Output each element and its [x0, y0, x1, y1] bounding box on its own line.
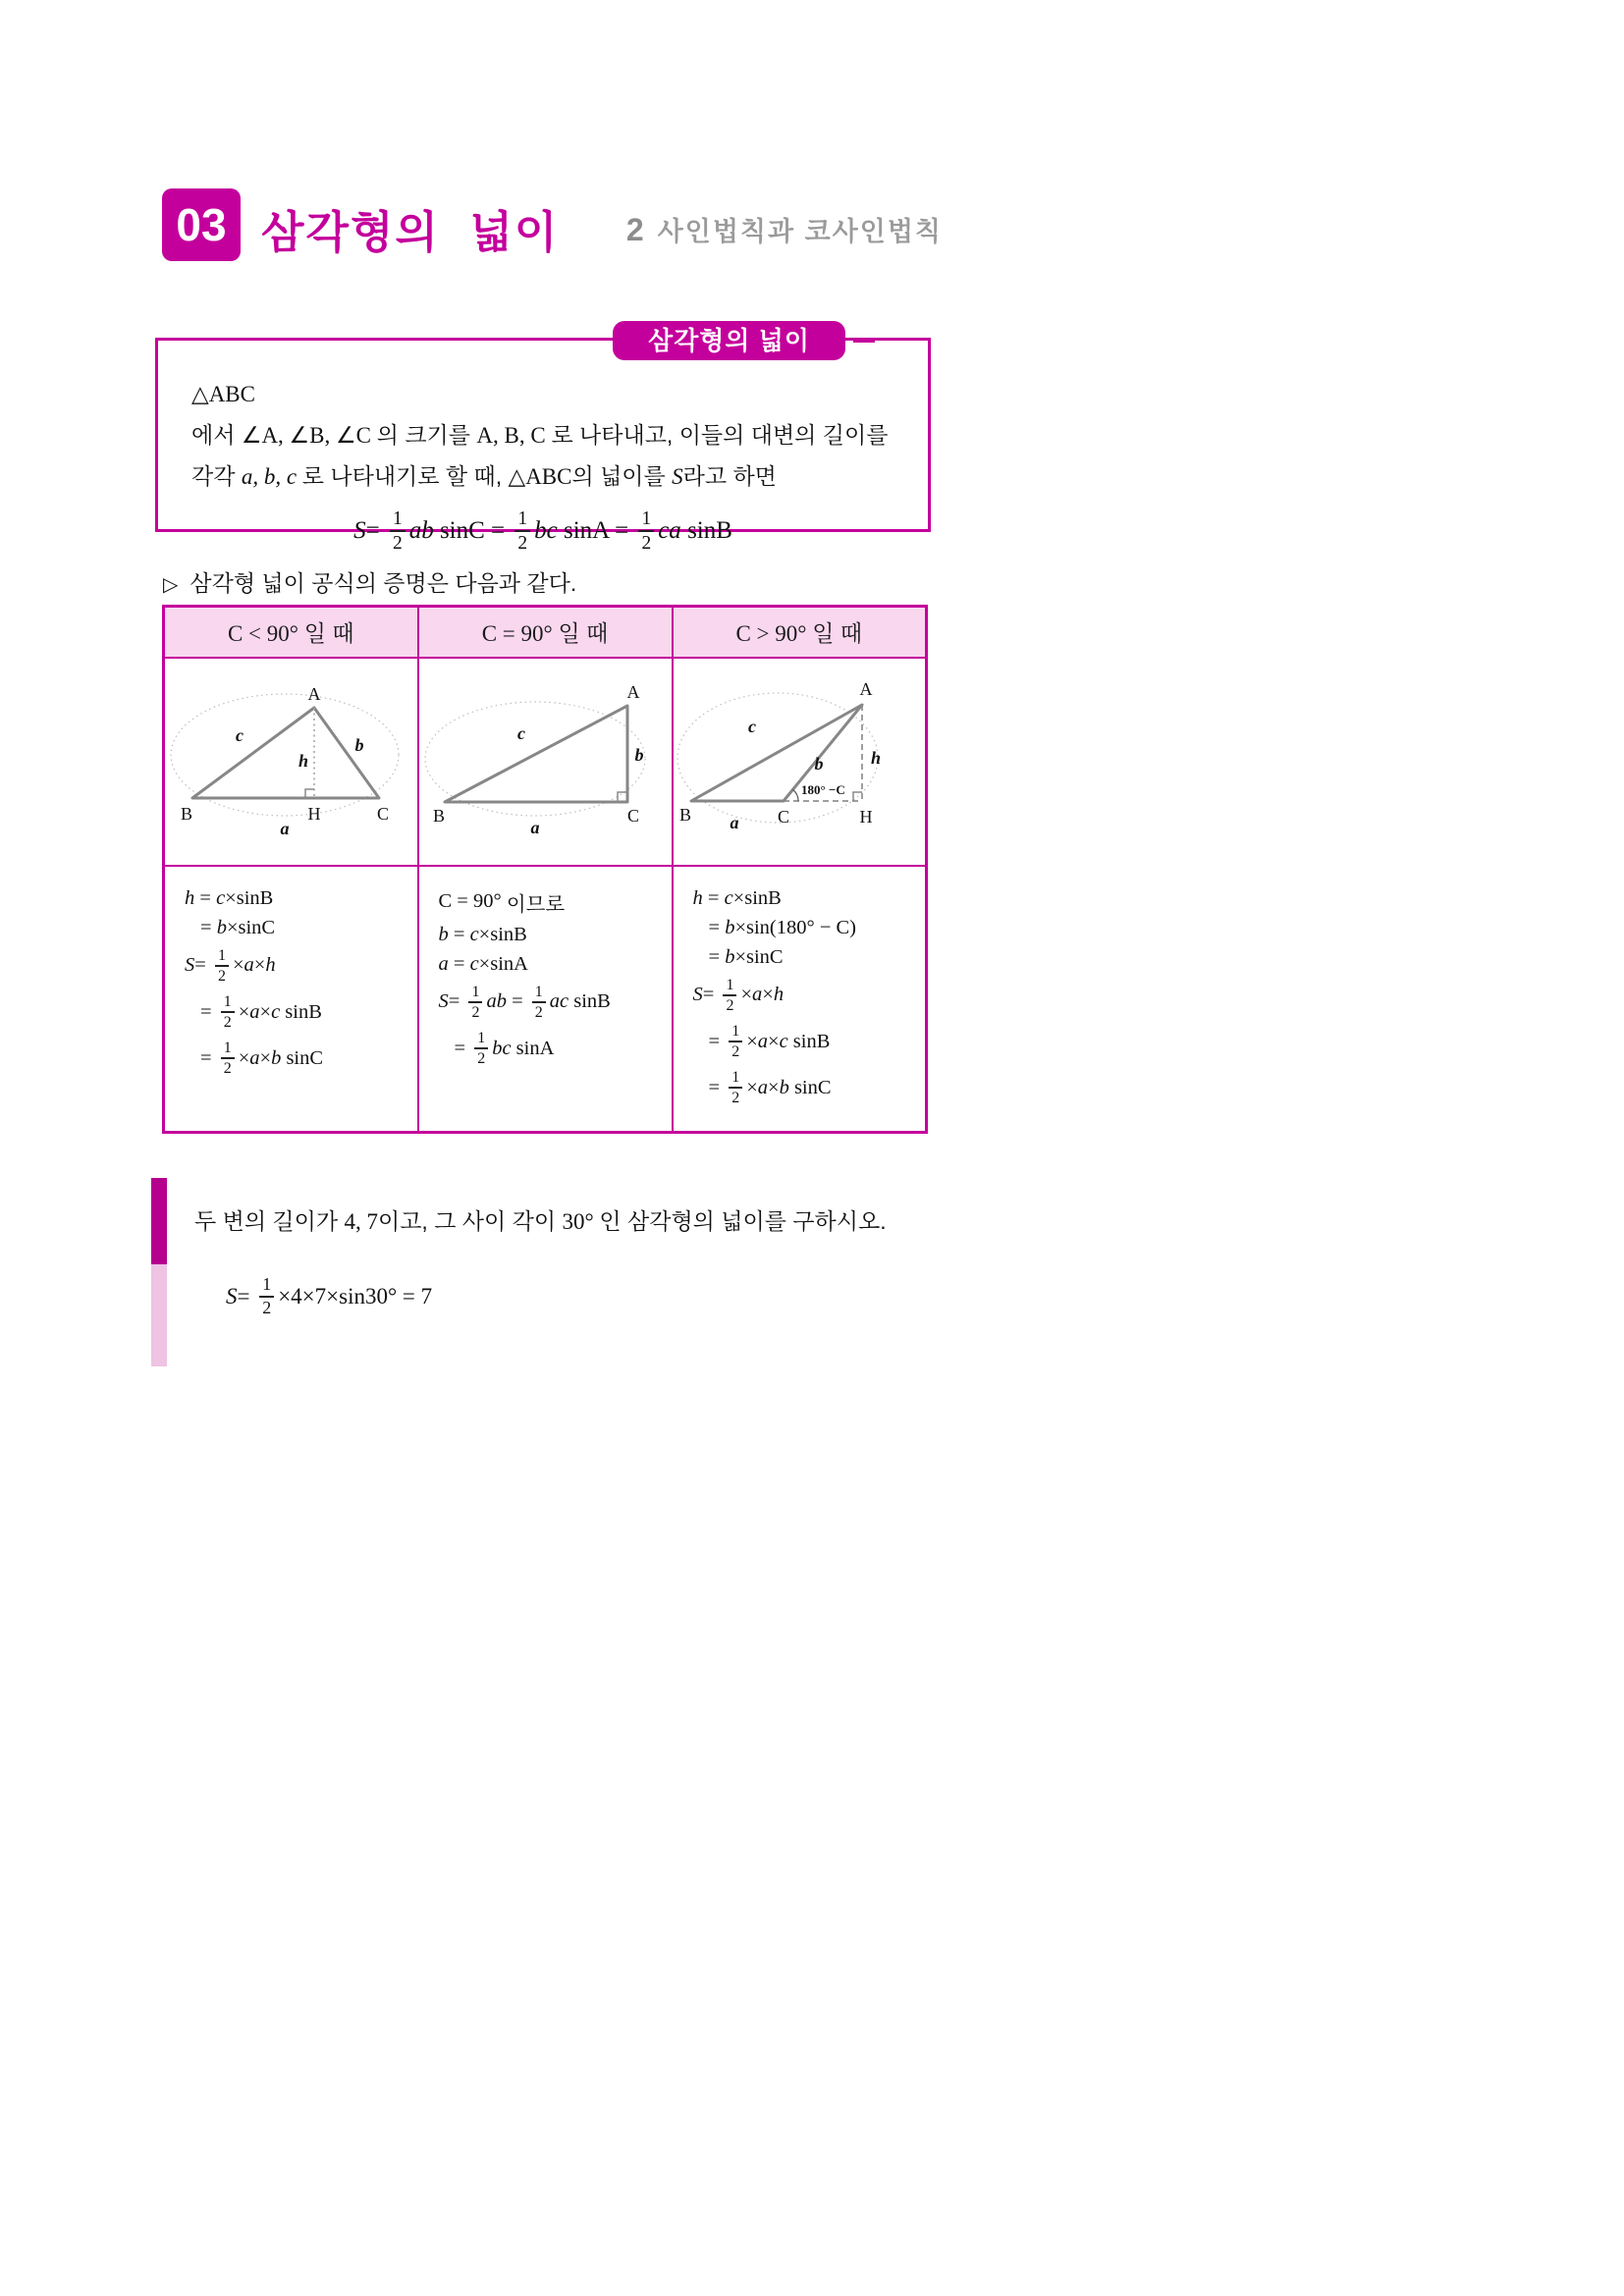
proof-cell-acute — [164, 866, 418, 1133]
proof-intro — [163, 565, 576, 598]
definition-badge-label: 삼각형의 넓이 — [648, 326, 810, 355]
side-label-c: c — [747, 717, 756, 736]
triangle-bullet-icon: ▷ — [163, 574, 179, 596]
chapter-heading — [589, 210, 943, 248]
side-label-b: b — [634, 745, 644, 765]
diagram-cell-obtuse — [673, 658, 927, 866]
proof-intro-text: 삼각형 넓이 공식의 증명은 다음과 같다. — [189, 570, 577, 596]
sketch-ellipse — [425, 702, 645, 816]
foot-label-h: H — [859, 807, 873, 827]
formula-line: = $\frac{1}{2}$ × a × c sinB — [708, 1022, 831, 1061]
fraction: $\frac{1}{2}$ — [221, 992, 235, 1032]
vertex-label-a: A — [859, 679, 873, 699]
proof-cell-right — [418, 866, 673, 1133]
formula-line: = b ×sinC — [708, 945, 784, 968]
vertex-label-a: A — [307, 684, 321, 704]
case-header-acute: C < 90° 일 때 — [164, 607, 418, 658]
definition-text-line2: 각각 a, b, c 로 나타내기로 할 때, △ABC의 넓이를 S라고 하면 — [191, 462, 777, 489]
fraction: $\frac{1}{2}$ — [638, 507, 654, 556]
vertex-label-c: C — [626, 806, 640, 826]
proof-table — [162, 605, 928, 1134]
foot-label-h: H — [307, 804, 321, 824]
angle-label: 180° −C — [800, 782, 845, 797]
fraction: $\frac{1}{2}$ — [221, 1039, 235, 1078]
proof-row — [164, 866, 927, 1133]
fraction: $\frac{1}{2}$ — [468, 983, 482, 1022]
fraction: $\frac{1}{2}$ — [215, 946, 229, 986]
proof-cell-obtuse — [673, 866, 927, 1133]
diagram-row — [164, 658, 927, 866]
formula-line: S = $\frac{1}{2}$ × a × h — [185, 946, 276, 985]
formula-line: S = $\frac{1}{2}$ ab = $\frac{1}{2}$ ac sinB — [438, 983, 611, 1021]
case-header-right: C = 90° 일 때 — [418, 607, 673, 658]
height-label-h: h — [298, 751, 309, 771]
side-label-a: a — [730, 813, 739, 832]
diagram-cell-right — [418, 658, 673, 866]
acute-triangle-diagram — [165, 676, 416, 841]
fraction: $\frac{1}{2}$ — [729, 1068, 742, 1107]
side-label-b: b — [814, 754, 824, 774]
formula-line: = $\frac{1}{2}$ × a × c sinB — [200, 992, 322, 1032]
problem-marker-bar — [151, 1178, 167, 1264]
lesson-number-badge: 03 — [162, 188, 241, 261]
formula-line: = $\frac{1}{2}$ × a × b sinC — [200, 1040, 324, 1078]
formula-line: S = $\frac{1}{2}$ × a × h — [692, 976, 785, 1014]
triangle-outline — [192, 708, 379, 798]
height-label-h: h — [870, 748, 881, 768]
fraction: $\frac{1}{2}$ — [723, 976, 736, 1015]
vertex-label-b: B — [432, 806, 446, 826]
problem-text: 두 변의 길이가 4, 7이고, 그 사이 각이 30° 인 삼각형의 넓이를 구하시오. — [194, 1208, 887, 1234]
formula-line: = $\frac{1}{2}$ × a × b sinC — [708, 1069, 832, 1107]
vertex-label-c: C — [377, 804, 390, 824]
definition-badge — [613, 321, 845, 360]
case-header-obtuse: C > 90° 일 때 — [673, 607, 927, 658]
table-header-row — [164, 607, 927, 658]
formula-line: b = c ×sinB — [438, 923, 527, 945]
obtuse-triangle-diagram — [674, 673, 925, 844]
angle-arc — [792, 789, 798, 801]
diagram-cell-acute — [164, 658, 418, 866]
formula-line: = b ×sin(180° − C) — [708, 916, 857, 938]
side-label-c: c — [236, 725, 244, 745]
right-triangle-diagram — [419, 676, 671, 841]
formula-line: h = c ×sinB — [692, 886, 782, 909]
triangle-outline — [445, 706, 627, 802]
badge-tail-line — [853, 338, 875, 343]
fraction: $\frac{1}{2}$ — [514, 507, 530, 556]
vertex-label-b: B — [678, 805, 691, 825]
side-label-c: c — [517, 723, 525, 743]
formula-line: = b ×sinC — [200, 916, 276, 938]
vertex-label-a: A — [626, 682, 640, 702]
formula-line: C = 90° 이므로 — [438, 890, 566, 916]
fraction: $\frac{1}{2}$ — [259, 1274, 274, 1318]
side-label-b: b — [354, 735, 364, 755]
fraction: $\frac{1}{2}$ — [532, 983, 546, 1022]
fraction: $\frac{1}{2}$ — [729, 1022, 742, 1061]
vertex-label-b: B — [181, 804, 193, 824]
chapter-number: 2 — [625, 212, 644, 247]
formula-line: h = c ×sinB — [185, 886, 274, 909]
area-formula: S= $\frac{1}{2}$ ab sinC = $\frac{1}{2}$ bc sinA = $\frac{1}{2}$ ca sinB — [353, 507, 732, 555]
solution-marker-bar — [151, 1264, 167, 1366]
fraction: $\frac{1}{2}$ — [390, 507, 406, 556]
formula-line: = $\frac{1}{2}$ bc sinA — [454, 1029, 555, 1068]
solution-formula: S = $\frac{1}{2}$ ×4×7×sin30° = 7 — [226, 1274, 433, 1317]
side-label-a: a — [530, 818, 540, 837]
chapter-title: 사인법칙과 코사인법칙 — [657, 217, 943, 246]
vertex-label-c: C — [777, 807, 789, 827]
formula-line: a = c ×sinA — [438, 952, 528, 975]
definition-text-line1: △ABC에서 ∠A, ∠B, ∠C 의 크기를 A, B, C 로 나타내고, 이들의 대변의 길이를 — [191, 382, 889, 448]
side-label-a: a — [280, 819, 290, 838]
definition-box — [155, 326, 931, 555]
fraction: $\frac{1}{2}$ — [474, 1029, 488, 1068]
page-title: 삼각형의 넓이 — [261, 207, 560, 257]
